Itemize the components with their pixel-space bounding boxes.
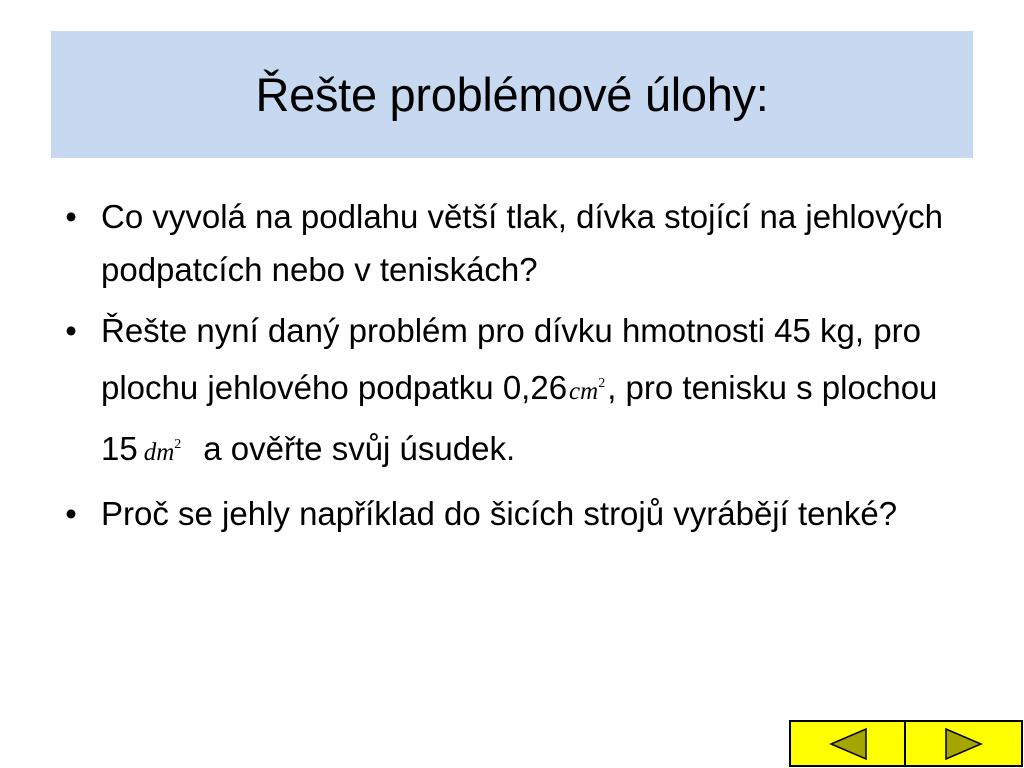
next-slide-button[interactable] xyxy=(906,720,1023,767)
slide-navigation xyxy=(789,720,1023,767)
bullet-marker: • xyxy=(65,198,77,235)
bullet-item-3 xyxy=(56,487,986,540)
bullet-text: Co vyvolá na podlahu větší tlak, dívka stojící na jehlových podpatcích nebo v teniskách? xyxy=(101,198,943,288)
bullet-text-part: Řešte nyní daný problém pro dívku hmotnosti 45 kg, pro plochu jehlového podpatku 0,26 xyxy=(101,312,921,406)
bullet-list xyxy=(56,190,986,548)
bullet-marker: • xyxy=(65,312,77,349)
unit-square-centimeter xyxy=(567,378,607,405)
triangle-right-icon xyxy=(944,727,984,761)
slide-title: Řešte problémové úlohy: xyxy=(255,68,769,121)
bullet-item-2 xyxy=(56,304,986,479)
unit-exponent: 2 xyxy=(174,437,182,452)
previous-slide-button[interactable] xyxy=(789,720,906,767)
bullet-text: Proč se jehly například do šicích strojů vyrábějí tenké? xyxy=(101,495,898,532)
unit-label: dm xyxy=(143,439,175,466)
bullet-text-part: a ověřte svůj úsudek. xyxy=(203,430,516,467)
title-banner xyxy=(51,31,973,158)
bullet-marker: • xyxy=(65,495,77,532)
bullet-item-1 xyxy=(56,190,986,296)
triangle-left-icon xyxy=(828,727,868,761)
bullet-text-part: , pro tenisku s plochou 15 xyxy=(101,369,938,467)
unit-exponent: 2 xyxy=(598,376,606,391)
unit-label: cm xyxy=(569,378,599,405)
unit-square-decimeter xyxy=(138,439,204,466)
